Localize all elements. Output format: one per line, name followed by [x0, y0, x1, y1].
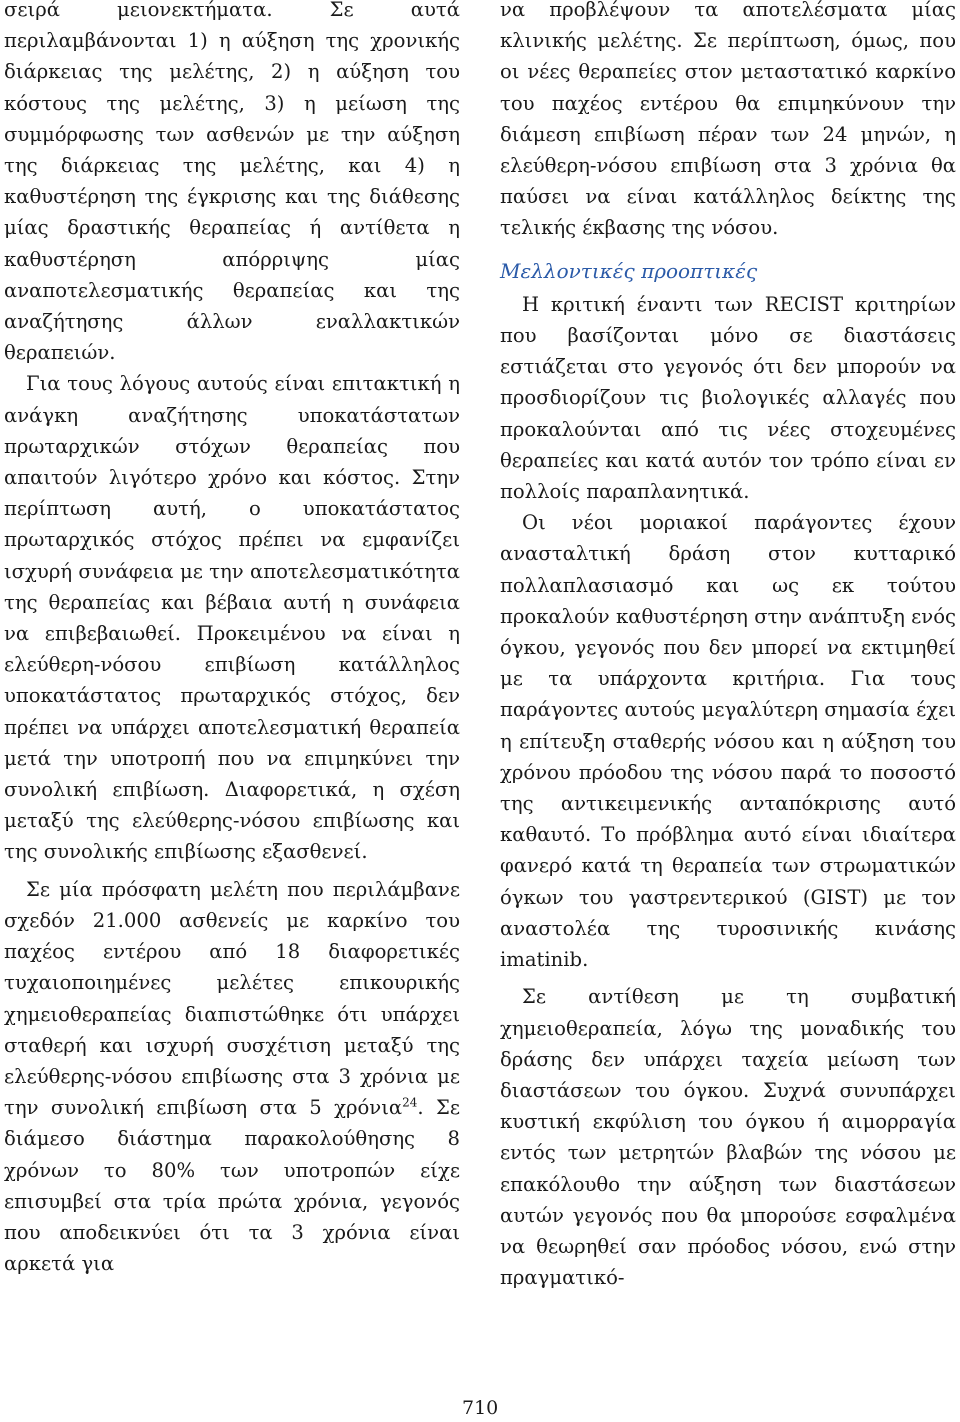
paragraph-left-3-text-b: . Σε διάμεσο διάστημα παρακολούθησης 8 χρόνων το 80% των υποτροπών είχε επισυμβεί στα τρία πρώτα χρόνια, γεγονός που αποδεικνύει ότι τα 3 χρόνια είναι αρκετά για — [4, 1096, 460, 1276]
paragraph-right-3: Οι νέοι μοριακοί παράγοντες έχουν ανασταλτική δράση στον κυτταρικό πολλαπλασιασμό και ως εκ τούτου προκαλούν καθυστέρηση στην ανάπτυξη ενός όγκου, γεγονός που δεν μπορεί να εκτιμηθεί με τα υπάρχοντα κριτήρια. Για τους παράγοντες αυτούς μεγαλύτερη σημασία έχει η επίτευξη σταθερής νόσου και η αύξηση του χρόνου πρόοδου της νόσου παρά το ποσοστό της αντικειμενικής ανταπόκρισης αυτό καθαυτό. Το πρόβλημα αυτό είναι ιδιαίτερα φανερό κατά τη θεραπεία των στρωματικών όγκων του γαστρεντερικού (GIST) με τον αναστολέα της τυροσινικής κινάσης imatinib. — [500, 511, 956, 972]
right-column — [500, 0, 956, 1293]
paragraph-left-2: Για τους λόγους αυτούς είναι επιτακτική η ανάγκη αναζήτησης υποκατάστατων πρωταρχικών στόχων θεραπείας που απαιτούν λιγότερο χρόνο και κόστος. Στην περίπτωση αυτή, ο υποκατάστατος πρωταρχικός στόχος πρέπει να εμφανίζει ισχυρή συνάφεια με την αποτελεσματικότητα της θεραπείας και βέβαια αυτή η συνάφεια να επιβεβαιωθεί. Προκειμένου να είναι η ελεύθερη-νόσου επιβίωση κατάλληλος υποκατάστατος πρωταρχικός στόχος, δεν πρέπει να υπάρχει αποτελεσματική θεραπεία μετά την υποτροπή που να επιμηκύνει την συνολική επιβίωση. Διαφορετικά, η σχέση μεταξύ της ελεύθερης-νόσου επιβίωσης και της συνολικής επιβίωσης εξασθενεί. — [4, 372, 460, 864]
paragraph-left-3 — [4, 874, 460, 1280]
left-column — [4, 0, 460, 1279]
paragraph-right-4: Σε αντίθεση με τη συμβατική χημειοθεραπεία, λόγω της μοναδικής του δράσης δεν υπάρχει ταχεία μείωση των διαστάσεων του όγκου. Συχνά συνυπάρχει κυστική εκφύλιση του όγκου ή αιμορραγία εντός των μετρητών βλαβών της νόσου με επακόλουθο την αύξηση των διαστάσεων αυτών γεγονός που θα μπορούσε εσφαλμένα να θεωρηθεί σαν πρόοδος νόσου, ενώ στην πραγματικό- — [500, 985, 956, 1290]
citation-ref: 24 — [402, 1095, 418, 1110]
paragraph-left-3-text-a: Σε μία πρόσφατη μελέτη που περιλάμβανε σχεδόν 21.000 ασθενείς με καρκίνο του παχέος εντέρου από 18 διαφορετικές τυχαιοποιημένες μελέτες επικουρικής χημειοθεραπείας διαπιστώθηκε ότι υπάρχει σταθερή και ισχυρή συσχέτιση μεταξύ της ελεύθερης-νόσου επιβίωσης στα 3 χρόνια με την συνολική επιβίωση στα 5 χρόνια — [4, 877, 460, 1120]
page-number: 710 — [462, 1397, 499, 1419]
paragraph-left-1: σειρά μειονεκτήματα. Σε αυτά περιλαμβάνονται 1) η αύξηση της χρονικής διάρκειας της μελέτης, 2) η αύξηση του κόστους της μελέτης, 3) η μείωση της συμμόρφωσης των ασθενών με την αύξηση της διάρκειας της μελέτης, και 4) η καθυστέρηση της έγκρισης και της διάθεσης μίας δραστικής θεραπείας ή αντίθετα η καθυστέρηση απόρριψης μίας αναποτελεσματικής θεραπείας και της αναζήτησης άλλων εναλλακτικών θεραπειών. — [4, 0, 460, 365]
paragraph-right-2: Η κριτική έναντι των RECIST κριτηρίων που βασίζονται μόνο σε διαστάσεις εστιάζεται στο γεγονός ότι δεν μπορούν να προσδιορίζουν τις βιολογικές αλλαγές που προκαλούνται από τις νέες στοχευμένες θεραπείες και κατά αυτόν τον τρόπο είναι εν πολλοίς παραπλανητικά. — [500, 292, 956, 504]
section-heading: Μελλοντικές προοπτικές — [500, 258, 758, 283]
paragraph-right-1: να προβλέψουν τα αποτελέσματα μίας κλινικής μελέτης. Σε περίπτωση, όμως, που οι νέες θεραπείες στον μεταστατικό καρκίνο του παχέος εντέρου θα επιμηκύνουν την διάμεση επιβίωση πέραν των 24 μηνών, η ελεύθερη-νόσου επιβίωση στα 3 χρόνια θα παύσει να είναι κατάλληλος δείκτης της τελικής έκβασης της νόσου. — [500, 0, 956, 240]
